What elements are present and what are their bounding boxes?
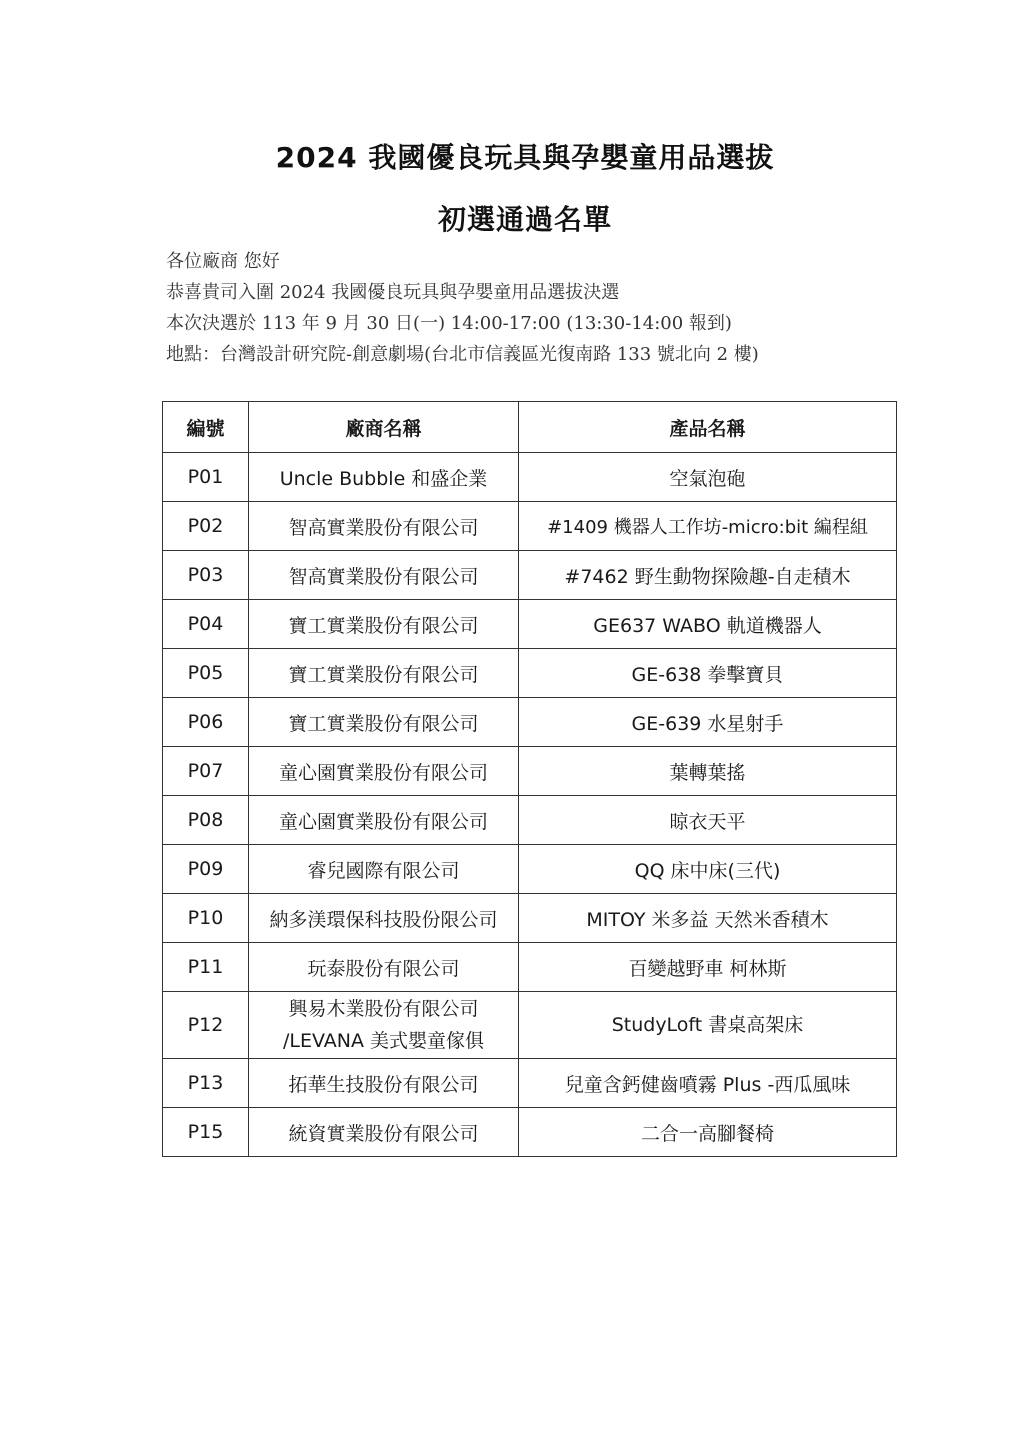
- cell-id: P12: [163, 992, 249, 1059]
- intro-location: 地點：台灣設計研究院-創意劇場(台北市信義區光復南路 133 號北向 2 樓): [166, 344, 759, 365]
- table-row: [163, 1059, 897, 1108]
- cell-company: 童心園實業股份有限公司: [249, 796, 519, 845]
- cell-company: 智高實業股份有限公司: [249, 502, 519, 551]
- cell-company: [249, 992, 519, 1059]
- cell-company: 玩泰股份有限公司: [249, 943, 519, 992]
- table-row: [163, 845, 897, 894]
- cell-id: P10: [163, 894, 249, 943]
- cell-product: StudyLoft 書桌高架床: [519, 992, 897, 1059]
- document-subtitle: 初選通過名單: [437, 203, 612, 236]
- cell-id: P06: [163, 698, 249, 747]
- cell-company: 寶工實業股份有限公司: [249, 600, 519, 649]
- cell-id: P15: [163, 1108, 249, 1157]
- cell-id: P02: [163, 502, 249, 551]
- cell-id: P05: [163, 649, 249, 698]
- table-row: [163, 943, 897, 992]
- cell-product: #1409 機器人工作坊-micro:bit 編程組: [519, 502, 897, 551]
- table-row: [163, 502, 897, 551]
- cell-product: GE637 WABO 軌道機器人: [519, 600, 897, 649]
- intro-greeting: 各位廠商 您好: [166, 251, 280, 272]
- header-product: 產品名稱: [519, 402, 897, 453]
- table-row: [163, 747, 897, 796]
- header-company: 廠商名稱: [249, 402, 519, 453]
- cell-company-line1: 興易木業股份有限公司: [288, 998, 479, 1020]
- table-row: [163, 453, 897, 502]
- cell-company: 統資實業股份有限公司: [249, 1108, 519, 1157]
- cell-product: 兒童含鈣健齒噴霧 Plus -西瓜風味: [519, 1059, 897, 1108]
- table-row: [163, 551, 897, 600]
- cell-id: P03: [163, 551, 249, 600]
- cell-product: GE-639 水星射手: [519, 698, 897, 747]
- cell-product: 晾衣天平: [519, 796, 897, 845]
- cell-company: 拓華生技股份有限公司: [249, 1059, 519, 1108]
- cell-company-line2: /LEVANA 美式嬰童傢俱: [282, 1030, 485, 1052]
- cell-id: P11: [163, 943, 249, 992]
- table-row: [163, 1108, 897, 1157]
- finalist-table: [162, 401, 897, 1157]
- table-row: [163, 649, 897, 698]
- cell-product: 百變越野車 柯林斯: [519, 943, 897, 992]
- intro-congrats: 恭喜貴司入圍 2024 我國優良玩具與孕嬰童用品選拔決選: [166, 282, 620, 303]
- cell-company: 智高實業股份有限公司: [249, 551, 519, 600]
- cell-product: 葉轉葉搖: [519, 747, 897, 796]
- cell-product: MITOY 米多益 天然米香積木: [519, 894, 897, 943]
- cell-company: Uncle Bubble 和盛企業: [249, 453, 519, 502]
- cell-id: P08: [163, 796, 249, 845]
- cell-product: 二合一高腳餐椅: [519, 1108, 897, 1157]
- cell-product: 空氣泡砲: [519, 453, 897, 502]
- cell-company: 睿兒國際有限公司: [249, 845, 519, 894]
- cell-id: P01: [163, 453, 249, 502]
- table-row: [163, 992, 897, 1059]
- cell-product: QQ 床中床(三代): [519, 845, 897, 894]
- table-header-row: [163, 402, 897, 453]
- document-title: 2024 我國優良玩具與孕嬰童用品選拔: [275, 141, 775, 174]
- cell-company: 童心園實業股份有限公司: [249, 747, 519, 796]
- cell-company: 寶工實業股份有限公司: [249, 649, 519, 698]
- header-id: 編號: [163, 402, 249, 453]
- table-row: [163, 600, 897, 649]
- cell-product: #7462 野生動物探險趣-自走積木: [519, 551, 897, 600]
- cell-id: P13: [163, 1059, 249, 1108]
- cell-id: P07: [163, 747, 249, 796]
- table-row: [163, 698, 897, 747]
- cell-id: P04: [163, 600, 249, 649]
- cell-company: 寶工實業股份有限公司: [249, 698, 519, 747]
- intro-schedule: 本次決選於 113 年 9 月 30 日(一) 14:00-17:00 (13:30-14:00 報到): [166, 313, 732, 334]
- intro-text: [166, 246, 759, 370]
- table-row: [163, 894, 897, 943]
- cell-company: 納多渼環保科技股份限公司: [249, 894, 519, 943]
- table-row: [163, 796, 897, 845]
- cell-product: GE-638 拳擊寶貝: [519, 649, 897, 698]
- cell-id: P09: [163, 845, 249, 894]
